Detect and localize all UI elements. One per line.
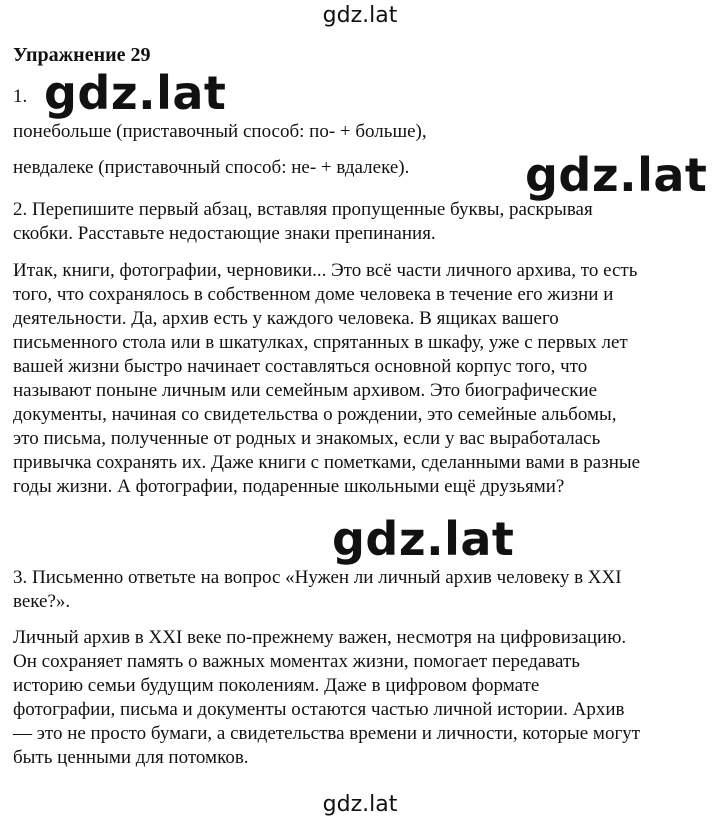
task3-answer-line: — это не просто бумаги, а свидетельства времени и личности, которые могут bbox=[13, 723, 641, 744]
watermark-large-1: gdz.lat bbox=[44, 66, 227, 120]
task3-answer bbox=[13, 626, 713, 770]
task3-answer-line: Личный архив в XXI веке по-прежнему важен, несмотря на цифровизацию. bbox=[13, 627, 627, 648]
task2-answer-line: Итак, книги, фотографии, черновики... Это всё части личного архива, то есть bbox=[13, 260, 638, 281]
task1-answer-line-1: понебольше (приставочный способ: по- + больше), bbox=[13, 121, 427, 142]
task2-answer-line: называют поныне личным или семейным архивом. Это биографические bbox=[13, 380, 598, 401]
task2-prompt bbox=[13, 198, 713, 246]
task3-prompt-line: веке?». bbox=[13, 591, 71, 612]
task3-prompt-line: 3. Письменно ответьте на вопрос «Нужен ли личный архив человеку в XXI bbox=[13, 567, 622, 588]
task3-answer-line: Он сохраняет память о важных моментах жизни, помогает передавать bbox=[13, 651, 580, 672]
task3-answer-line: историю семьи будущим поколениям. Даже в цифровом формате bbox=[13, 675, 540, 696]
task2-answer-line: вашей жизни быстро начинает составляться основной корпус того, что bbox=[13, 356, 588, 377]
watermark-large-3: gdz.lat bbox=[332, 512, 515, 566]
task1-answer-line-2: невдалеке (приставочный способ: не- + вдалеке). bbox=[13, 157, 410, 178]
task1-number: 1. bbox=[13, 86, 28, 107]
task2-answer-line: того, что сохранялось в собственном доме человека в течение его жизни и bbox=[13, 284, 614, 305]
task2-prompt-line: 2. Перепишите первый абзац, вставляя пропущенные буквы, раскрывая bbox=[13, 199, 593, 220]
task3-answer-line: быть ценными для потомков. bbox=[13, 747, 249, 768]
task2-answer-line: деятельности. Да, архив есть у каждого человека. В ящиках вашего bbox=[13, 308, 559, 329]
task2-answer-line: привычка сохранять их. Даже книги с пометками, сделанными вами в разные bbox=[13, 452, 641, 473]
task2-answer bbox=[13, 259, 713, 499]
watermark-top: gdz.lat bbox=[322, 3, 398, 28]
exercise-title: Упражнение 29 bbox=[13, 44, 151, 66]
task2-answer-line: письменного стола или в шкатулках, спрятанных в шкафу, уже с первых лет bbox=[13, 332, 628, 353]
watermark-bottom: gdz.lat bbox=[322, 792, 398, 817]
task2-answer-line: годы жизни. А фотографии, подаренные школьными ещё друзьями? bbox=[13, 476, 565, 497]
task2-answer-line: это письма, полученные от родных и знакомых, если у вас выработалась bbox=[13, 428, 601, 449]
task2-answer-line: документы, начиная со свидетельства о рождении, это семейные альбомы, bbox=[13, 404, 617, 425]
task2-prompt-line: скобки. Расставьте недостающие знаки препинания. bbox=[13, 223, 436, 244]
watermark-large-2: gdz.lat bbox=[525, 148, 708, 202]
task3-answer-line: фотографии, письма и документы остаются частью личной истории. Архив bbox=[13, 699, 625, 720]
task3-prompt bbox=[13, 566, 713, 614]
